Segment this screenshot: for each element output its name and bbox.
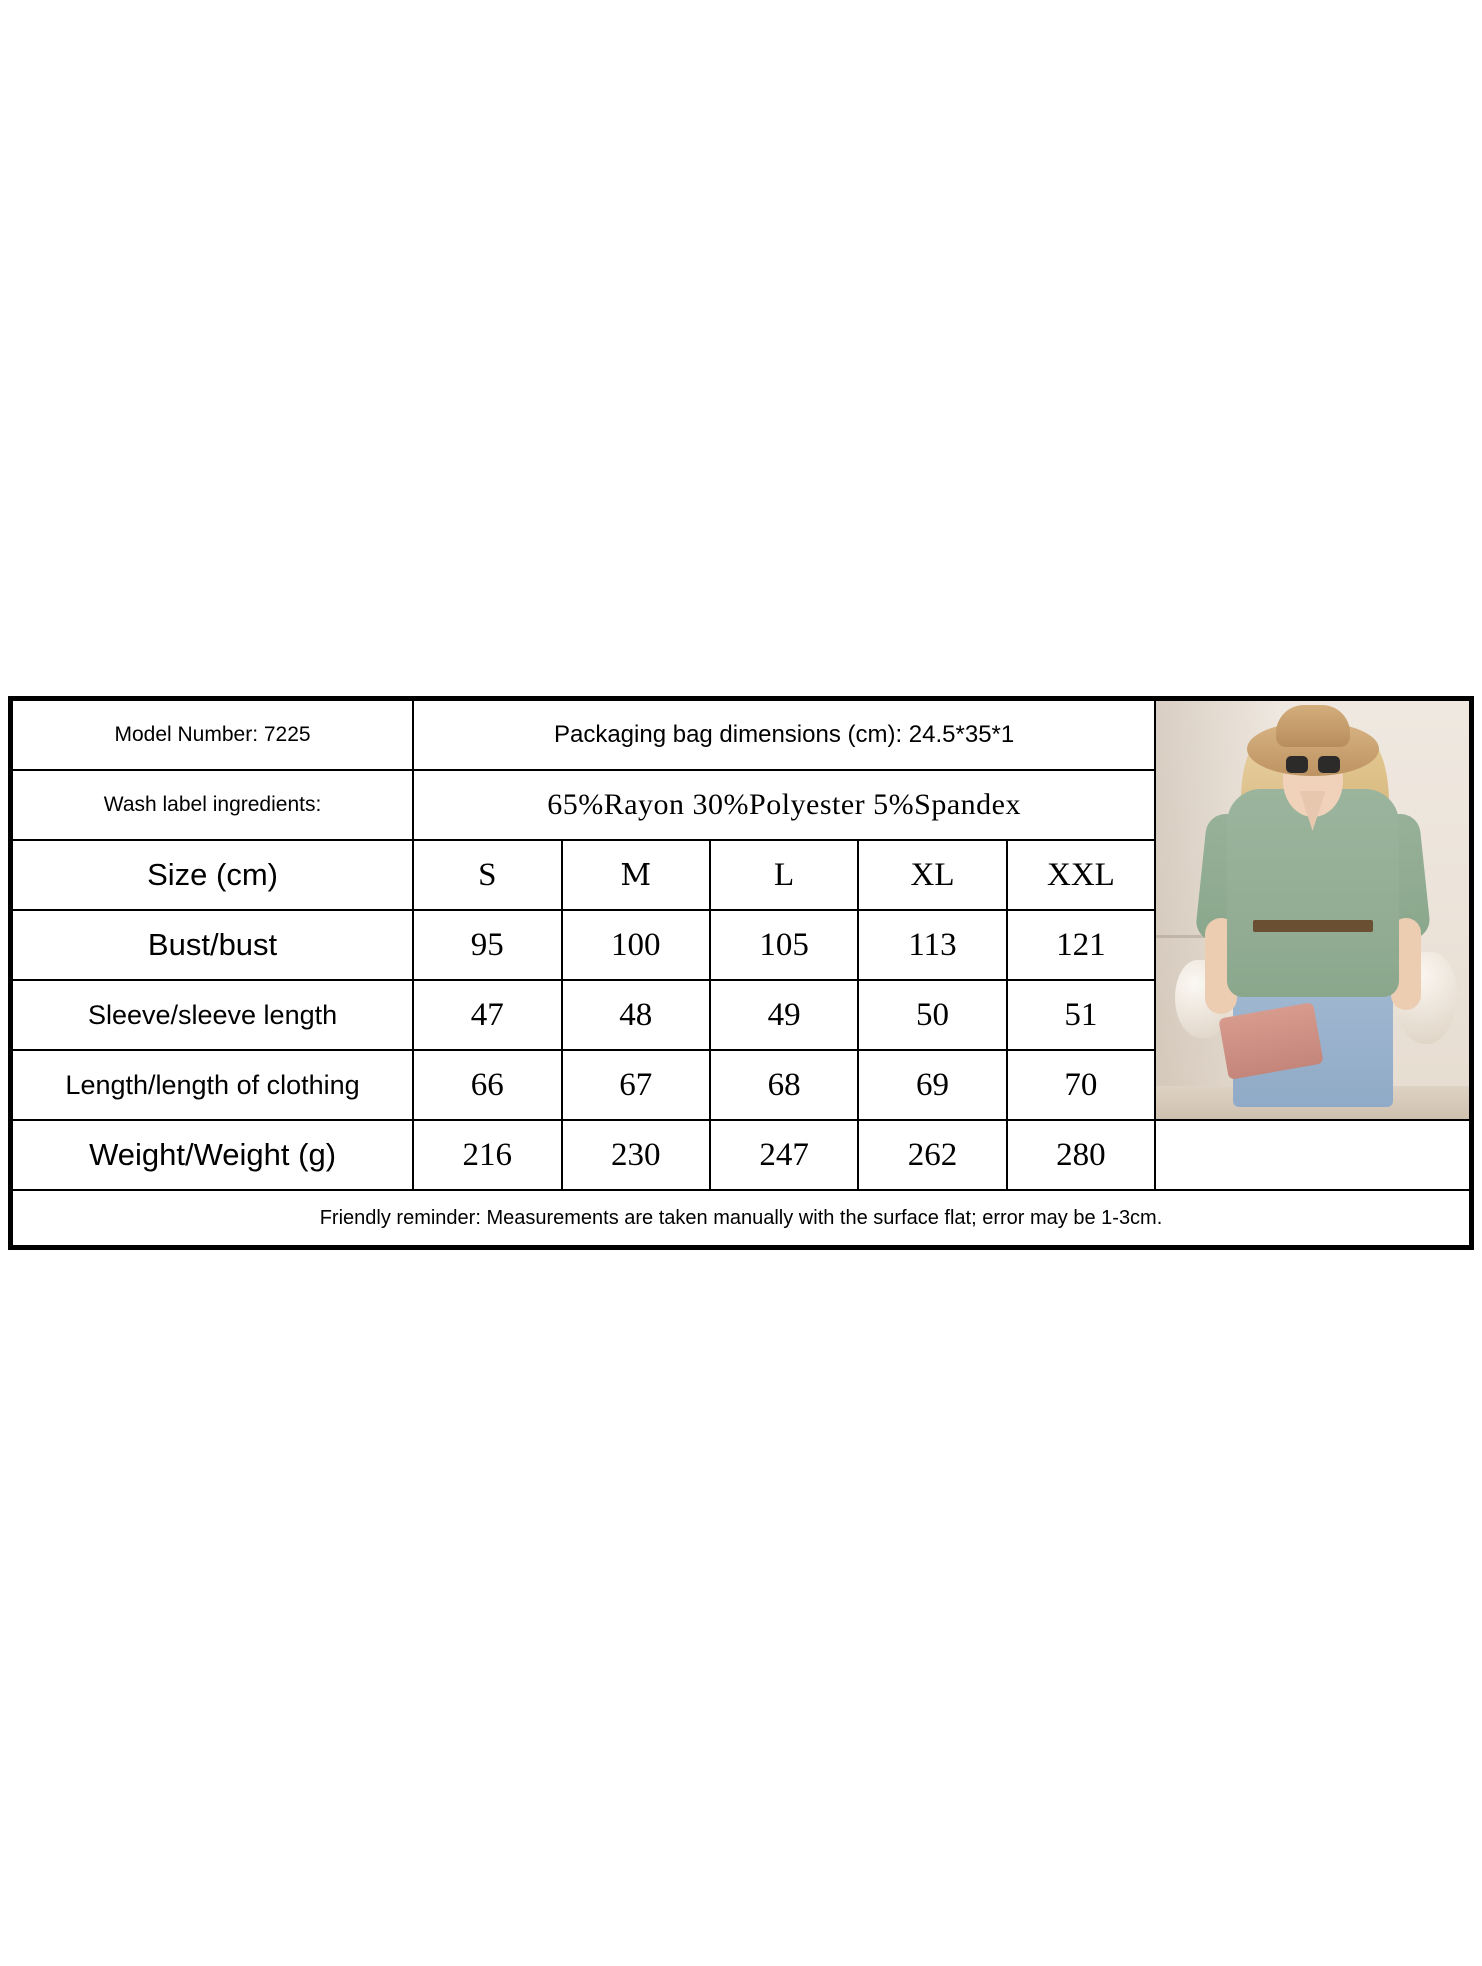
cell-weight-l: 247 (710, 1120, 858, 1190)
model-number-label: Model Number: 7225 (12, 700, 413, 770)
cell-weight-xxl: 280 (1007, 1120, 1155, 1190)
size-chart-container (8, 696, 1474, 1250)
photo-hat-crown (1276, 705, 1350, 747)
cell-sleeve-m: 48 (562, 980, 710, 1050)
size-header-label: Size (cm) (12, 840, 413, 910)
packaging-dimensions: Packaging bag dimensions (cm): 24.5*35*1 (413, 700, 1155, 770)
row-label-bust: Bust/bust (12, 910, 413, 980)
table-row-note (12, 1190, 1470, 1246)
cell-bust-m: 100 (562, 910, 710, 980)
wash-label: Wash label ingredients: (12, 770, 413, 840)
size-header-xxl: XXL (1007, 840, 1155, 910)
cell-sleeve-xl: 50 (858, 980, 1006, 1050)
table-row (12, 1120, 1470, 1190)
cell-sleeve-xxl: 51 (1007, 980, 1155, 1050)
model-photo-art (1156, 701, 1469, 1119)
cell-length-xl: 69 (858, 1050, 1006, 1120)
row-label-weight: Weight/Weight (g) (12, 1120, 413, 1190)
cell-weight-m: 230 (562, 1120, 710, 1190)
cell-bust-l: 105 (710, 910, 858, 980)
cell-weight-s: 216 (413, 1120, 561, 1190)
wash-ingredients: 65%Rayon 30%Polyester 5%Spandex (413, 770, 1155, 840)
size-chart-table (11, 699, 1471, 1247)
cell-weight-xl: 262 (858, 1120, 1006, 1190)
table-row-model (12, 700, 1470, 770)
cell-bust-s: 95 (413, 910, 561, 980)
size-header-m: M (562, 840, 710, 910)
cell-sleeve-s: 47 (413, 980, 561, 1050)
sunglasses-icon (1286, 756, 1340, 773)
measurement-note: Friendly reminder: Measurements are taken manually with the surface flat; error may be 1-3cm. (12, 1190, 1470, 1246)
cell-length-xxl: 70 (1007, 1050, 1155, 1120)
cell-sleeve-l: 49 (710, 980, 858, 1050)
photo-belt (1253, 920, 1373, 932)
product-photo (1155, 700, 1470, 1120)
cell-length-l: 68 (710, 1050, 858, 1120)
row-label-length: Length/length of clothing (12, 1050, 413, 1120)
photo-bottom-filler (1155, 1120, 1470, 1190)
cell-bust-xl: 113 (858, 910, 1006, 980)
cell-bust-xxl: 121 (1007, 910, 1155, 980)
cell-length-s: 66 (413, 1050, 561, 1120)
size-header-s: S (413, 840, 561, 910)
row-label-sleeve: Sleeve/sleeve length (12, 980, 413, 1050)
size-header-xl: XL (858, 840, 1006, 910)
cell-length-m: 67 (562, 1050, 710, 1120)
size-header-l: L (710, 840, 858, 910)
